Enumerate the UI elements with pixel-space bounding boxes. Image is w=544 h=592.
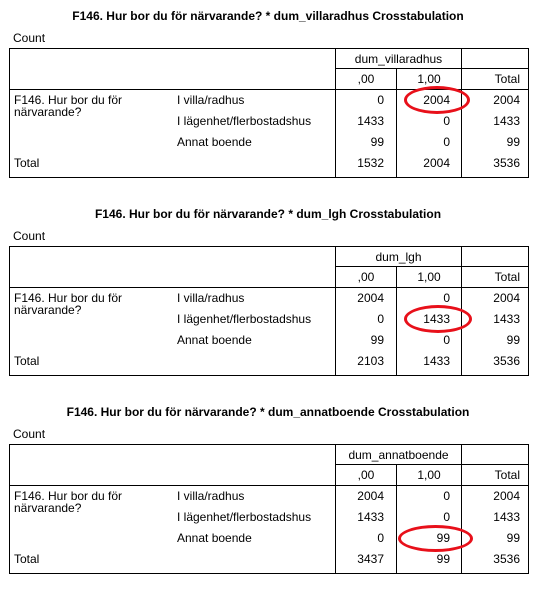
table-cell: 0 [443,510,450,524]
column-header: ,00 [357,72,375,86]
table-cell: 0 [443,333,450,347]
table-cell: 99 [506,531,520,545]
table-cell: 99 [370,333,384,347]
row-label: I villa/radhus [177,291,245,305]
red-highlight-ellipse [404,305,472,333]
count-label: Count [13,229,46,243]
table-cell: 1433 [357,114,384,128]
table-cell: 0 [443,489,450,503]
table-cell: 3536 [493,156,520,170]
table-cell: 2103 [357,354,384,368]
table-cell: 0 [377,93,384,107]
table-cell: 1433 [423,312,450,326]
row-variable-label: F146. Hur bor du för närvarande? [14,489,123,515]
count-label: Count [13,427,46,441]
column-header: ,00 [357,468,375,482]
table-cell: 3437 [357,552,384,566]
table-cell: 1433 [493,312,520,326]
column-variable-header: dum_annatboende [348,448,449,462]
row-variable-label: F146. Hur bor du för närvarande? [14,291,123,317]
table-cell: 99 [436,531,450,545]
total-row-label: Total [14,354,40,368]
table-cell: 2004 [357,489,384,503]
table-cell: 1433 [493,114,520,128]
column-header: ,00 [357,270,375,284]
column-variable-header: dum_lgh [375,250,422,264]
table-cell: 1433 [357,510,384,524]
table-cell: 0 [377,312,384,326]
table-cell: 0 [443,291,450,305]
row-label: I lägenhet/flerbostadshus [177,114,312,128]
table-cell: 2004 [493,489,520,503]
row-label: Annat boende [177,333,252,347]
table-cell: 99 [370,135,384,149]
row-label: I villa/radhus [177,489,245,503]
table-title: F146. Hur bor du för närvarande? * dum_villaradhus Crosstabulation [72,9,464,23]
column-header: 1,00 [417,270,441,284]
column-header-total: Total [494,270,520,284]
row-label: I villa/radhus [177,93,245,107]
table-cell: 0 [377,531,384,545]
total-row-label: Total [14,156,40,170]
column-header-total: Total [494,72,520,86]
table-cell: 2004 [357,291,384,305]
table-cell: 99 [436,552,450,566]
table-cell: 1433 [493,510,520,524]
table-cell: 0 [443,114,450,128]
total-row-label: Total [14,552,40,566]
count-label: Count [13,31,46,45]
table-cell: 2004 [493,291,520,305]
row-variable-label: F146. Hur bor du för närvarande? [14,93,123,119]
column-header: 1,00 [417,468,441,482]
table-cell: 1532 [357,156,384,170]
table-frame [9,444,529,574]
table-cell: 3536 [493,552,520,566]
column-header: 1,00 [417,72,441,86]
column-variable-header: dum_villaradhus [354,52,443,66]
red-highlight-ellipse [398,525,473,552]
row-label: Annat boende [177,135,252,149]
table-frame [9,48,529,178]
table-cell: 3536 [493,354,520,368]
table-cell: 99 [506,135,520,149]
table-title: F146. Hur bor du för närvarande? * dum_lgh Crosstabulation [94,207,442,221]
table-cell: 99 [506,333,520,347]
column-header-total: Total [494,468,520,482]
table-cell: 1433 [423,354,450,368]
table-cell: 2004 [423,156,450,170]
table-cell: 2004 [423,93,450,107]
table-title: F146. Hur bor du för närvarande? * dum_annatboende Crosstabulation [66,405,470,419]
row-label: Annat boende [177,531,252,545]
table-cell: 2004 [493,93,520,107]
row-label: I lägenhet/flerbostadshus [177,510,312,524]
row-label: I lägenhet/flerbostadshus [177,312,312,326]
red-highlight-ellipse [404,86,470,114]
table-cell: 0 [443,135,450,149]
